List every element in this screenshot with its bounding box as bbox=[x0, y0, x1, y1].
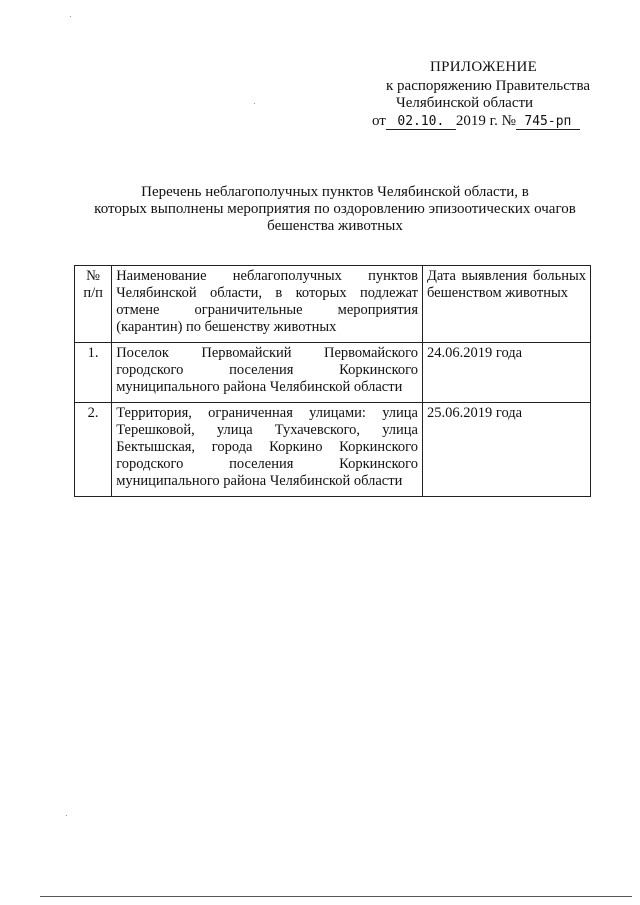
table-row bbox=[75, 343, 591, 403]
document-title-line: которых выполнены мероприятия по оздоровлению эпизоотических очагов bbox=[94, 201, 576, 217]
table-header-row bbox=[75, 266, 591, 343]
row-number: 1. bbox=[75, 343, 112, 403]
row-date: 24.06.2019 года bbox=[423, 343, 591, 403]
order-date-field: 02.10. bbox=[386, 114, 456, 130]
outbreak-table bbox=[74, 265, 591, 497]
year-number-label: 2019 г. № bbox=[455, 113, 516, 129]
from-label: от bbox=[372, 113, 386, 129]
appendix-line-order: к распоряжению Правительства bbox=[386, 78, 591, 94]
scan-speck bbox=[254, 103, 255, 104]
appendix-title: ПРИЛОЖЕНИЕ bbox=[430, 59, 538, 75]
row-date: 25.06.2019 года bbox=[423, 403, 591, 497]
order-number-field: 745-рп bbox=[516, 114, 580, 130]
row-name: Территория, ограниченная улицами: улица Терешковой, улица Тухачевского, улица Бектышская, города Коркино Коркинского городского поселения Коркинского муниципального района Челябинской области bbox=[112, 403, 423, 497]
header-date: Дата выявления больных бешенством животных bbox=[423, 266, 591, 343]
scan-speck bbox=[66, 815, 67, 816]
document-title bbox=[80, 184, 590, 235]
header-number: № п/п bbox=[75, 266, 112, 343]
table-row bbox=[75, 403, 591, 497]
scan-speck bbox=[70, 16, 71, 17]
page-bottom-edge bbox=[40, 896, 632, 897]
row-name: Поселок Первомайский Первомайского городского поселения Коркинского муниципального района Челябинской области bbox=[112, 343, 423, 403]
document-title-line: бешенства животных bbox=[267, 218, 403, 234]
document-title-line: Перечень неблагополучных пунктов Челябинской области, в bbox=[141, 184, 529, 200]
row-number: 2. bbox=[75, 403, 112, 497]
header-name: Наименование неблагополучных пунктов Челябинской области, в которых подлежат отмене ограничительные мероприятия (карантин) по бешенству животных bbox=[112, 266, 423, 343]
appendix-date-number-line bbox=[372, 112, 580, 130]
appendix-line-region: Челябинской области bbox=[396, 95, 534, 111]
